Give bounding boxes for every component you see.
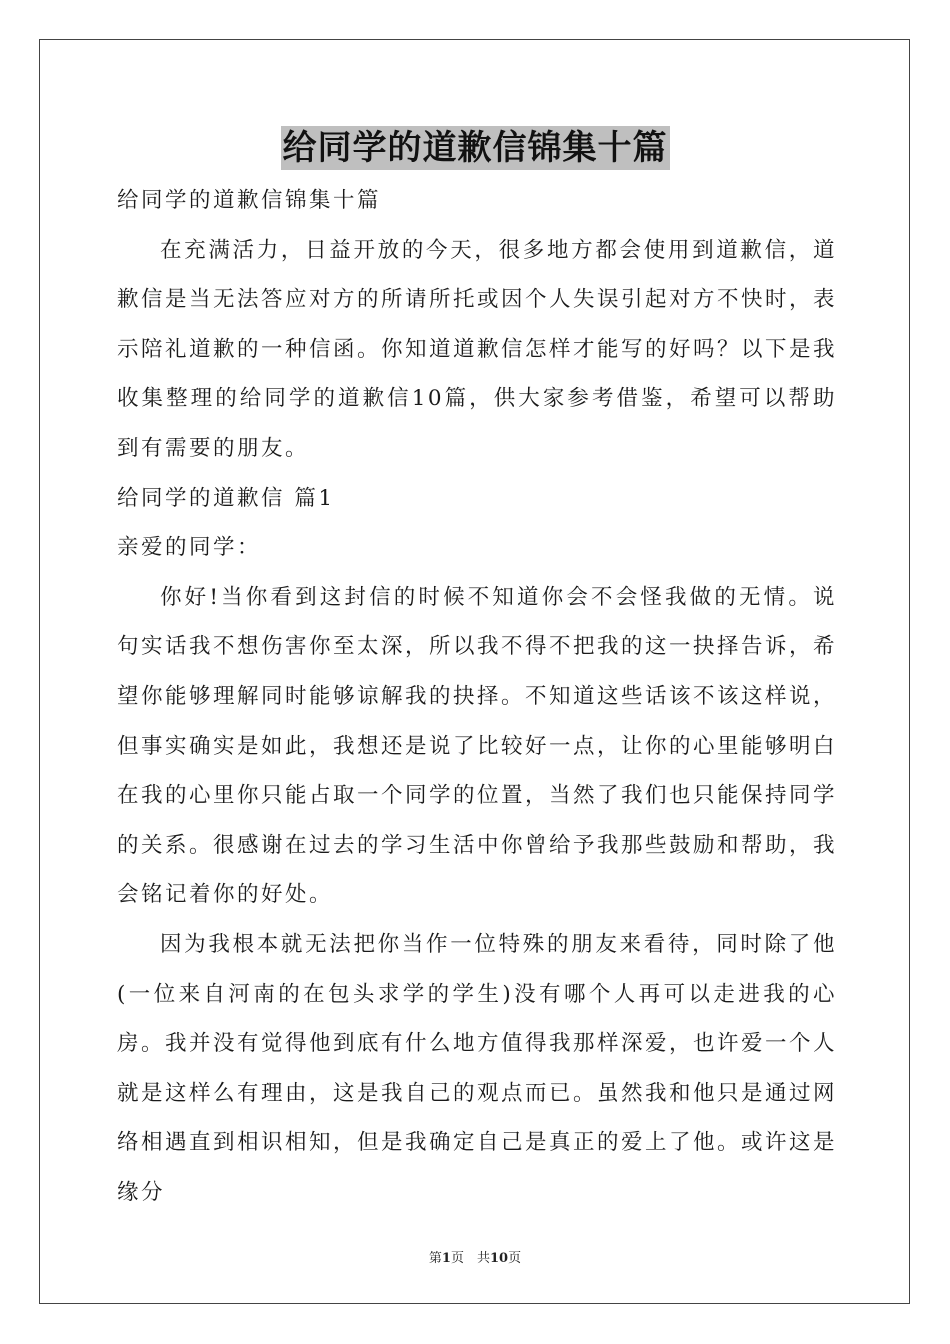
body-paragraph-1: 你好!当你看到这封信的时候不知道你会不会怪我做的无情。说句实话我不想伤害你至太深，所以我不得不把我的这一抉择告诉，希望你能够理解同时能够谅解我的抉择。不知道这些话该不该这样说，但事实确实是如此，我想还是说了比较好一点，让你的心里能够明白在我的心里你只能占取一个同学的位置，当然了我们也只能保持同学的关系。很感谢在过去的学习生活中你曾给予我那些鼓励和帮助，我会铭记着你的好处。: [117, 584, 838, 908]
title-container: [0, 126, 950, 170]
document-body: [117, 176, 837, 1217]
document-subtitle: 给同学的道歉信锦集十篇: [117, 188, 382, 213]
current-page-number: 1: [441, 1251, 451, 1266]
section-heading: 给同学的道歉信 篇1: [117, 485, 335, 511]
salutation: 亲爱的同学：: [117, 535, 262, 561]
body-paragraph-2: 因为我根本就无法把你当作一位特殊的朋友来看待，同时除了他(一位来自河南的在包头求学的学生)没有哪个人再可以走进我的心房。我并没有觉得他到底有什么地方值得我那样深爱，也许爱一个人就是这样么有理由，这是我自己的观点而已。虽然我和他只是通过网络相遇直到相识相知，但是我确定自己是真正的爱上了他。或许这是缘分: [117, 931, 838, 1205]
page-suffix: 页: [508, 1251, 522, 1266]
page-mid: 页 共: [450, 1251, 490, 1266]
page-footer: [0, 1247, 950, 1266]
document-title: 给同学的道歉信锦集十篇: [282, 128, 668, 168]
intro-paragraph: 在充满活力，日益开放的今天，很多地方都会使用到道歉信，道歉信是当无法答应对方的所请所托或因个人失误引起对方不快时，表示陪礼道歉的一种信函。你知道道歉信怎样才能写的好吗？以下是我收集整理的给同学的道歉信10篇，供大家参考借鉴，希望可以帮助到有需要的朋友。: [117, 237, 838, 461]
page-prefix: 第: [428, 1251, 442, 1266]
total-page-number: 10: [489, 1251, 509, 1266]
